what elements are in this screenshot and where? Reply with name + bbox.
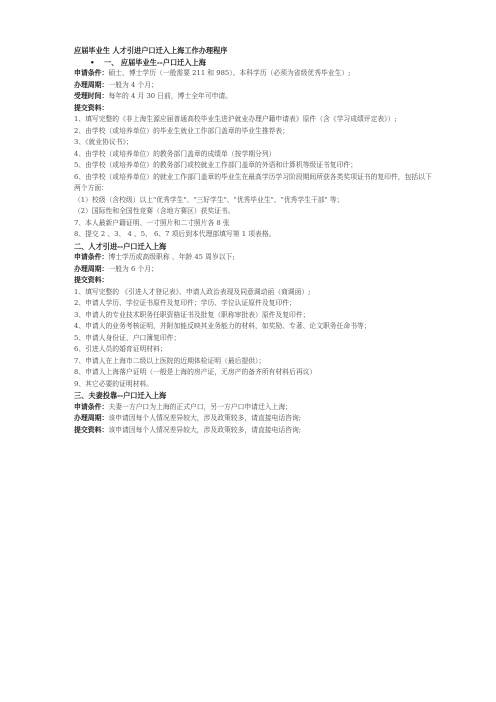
list-item: 1、填写完整的 《引进人才登记表》、申请人政治表现及同意调动函（商调函）;	[74, 287, 311, 296]
list-item: 8、申请人上海落户证明（一般是上海的房产证，无房产的备齐所有材料后再议）	[74, 368, 317, 376]
list-item: 1、填写完整的《非上海生源应届普通高校毕业生进沪就业办理户籍申请表》原件（含《学习成绩评定表》）;	[74, 115, 397, 123]
value: 硕士、博士学历（一般需要 211 和 985）、本科学历（必须为省级优秀毕业生）;	[108, 69, 351, 77]
label: 受理时间：	[74, 92, 109, 100]
value: 一般为 6 个月；	[108, 264, 158, 273]
section3-heading: 三、夫妻投靠--户口迁入上海	[74, 391, 167, 400]
label: 提交资料：	[74, 103, 109, 112]
list-item: 9、其它必要的证明材料。	[74, 379, 154, 388]
value: 每年的 4 月 30 日前，博士全年可申请。	[108, 92, 233, 100]
section1-heading	[74, 58, 434, 68]
label: 办理周期：	[74, 80, 109, 89]
label: 申请条件：	[74, 253, 109, 261]
section3-period	[74, 413, 434, 425]
list-item: （2）国际性和全国性竞赛（含地方赛区）获奖证书。	[74, 207, 235, 215]
label: 提交资料：	[74, 276, 109, 284]
list-item: 4、由学校（或培养单位）的教务部门盖章的成绩单（按学期分列）	[74, 149, 276, 158]
document-body	[74, 46, 434, 436]
list-item: 6、由学校（或培养单位）的就业工作部门盖章的毕业生在最高学历学习阶段期间所获各类奖项证书的复印件，包括以下两个方面：	[74, 172, 432, 192]
section2-heading: 二、人才引进--户口迁入上海	[74, 241, 167, 251]
section2-docs-label	[74, 275, 434, 287]
section3-docs	[74, 425, 434, 437]
section1-period	[74, 80, 434, 92]
section3-condition	[74, 402, 434, 414]
bullet-icon: •	[90, 58, 95, 67]
section1-accept-time	[74, 91, 434, 103]
label: 办理周期：	[74, 264, 109, 273]
section1-docs-label	[74, 103, 434, 115]
list-item: （1）校级（含校级）以上"优秀学生"、"三好学生"、"优秀毕业生"、"优秀学生干部" 等；	[74, 195, 344, 204]
value: 夫妻一方户口为上海的正式户口，另一方户口申请迁入上海；	[108, 402, 292, 411]
value: 一般为 4 个月；	[108, 80, 158, 89]
list-item: 3、申请人的专业技术职务任职资格证书及批复（职称审批表）原件及复印件；	[74, 310, 310, 319]
list-item: 5、申请人身份证、户口簿复印件；	[74, 333, 181, 342]
label: 申请条件：	[74, 402, 109, 411]
list-item: 4、申请人的业务考核证明，并附加能反映其业务能力的材料，如奖励、专著、论文职务任命书等；	[74, 322, 371, 330]
page-title: 应届毕业生 人才引进户口迁入上海工作办理程序	[74, 46, 228, 55]
list-item: 6、引进人员的婚育证明材料；	[74, 345, 167, 353]
section1-condition	[74, 68, 434, 80]
value: 博士学历或高级职称 、年龄 45 周岁以下;	[108, 253, 235, 261]
list-item: 2、申请人学历、学位证书原件及复印件；学历、学位认证原件及复印件；	[74, 299, 296, 307]
section2-condition	[74, 252, 434, 264]
label: 办理周期：	[74, 414, 109, 422]
section1-heading-text: 一、 应届毕业生--户口迁入上海	[104, 58, 206, 67]
label: 申请条件：	[74, 69, 109, 77]
list-item: 3、《就业协议书》；	[74, 138, 133, 146]
section2-period	[74, 264, 434, 276]
list-item: 2、由学校（或培养单位）的毕业生就业工作部门盖章的毕业生推荐表；	[74, 126, 290, 135]
label: 提交资料：	[74, 425, 109, 434]
list-item: 7、申请人在上海市二级以上医院的近期体检证明（最后提供）；	[74, 356, 266, 365]
value: 该申请因每个人情况差异较大，涉及政策较多，请直接电话咨询;	[108, 425, 302, 434]
list-item: 7、本人最新户籍证明、一寸照片和二寸照片各 8 张	[74, 218, 230, 227]
list-item: 5、由学校（或培养单位）的教务部门或校就业工作部门盖章的外语和计算机等级证书复印件；	[74, 161, 357, 169]
list-item: 8、提交 2 、3、 4 、5、 6、7 项后到本代理部填写第 1 项表格。	[74, 230, 276, 238]
value: 该申请因每个人情况差异较大，涉及政策较多，请直接电话咨询;	[108, 414, 302, 422]
